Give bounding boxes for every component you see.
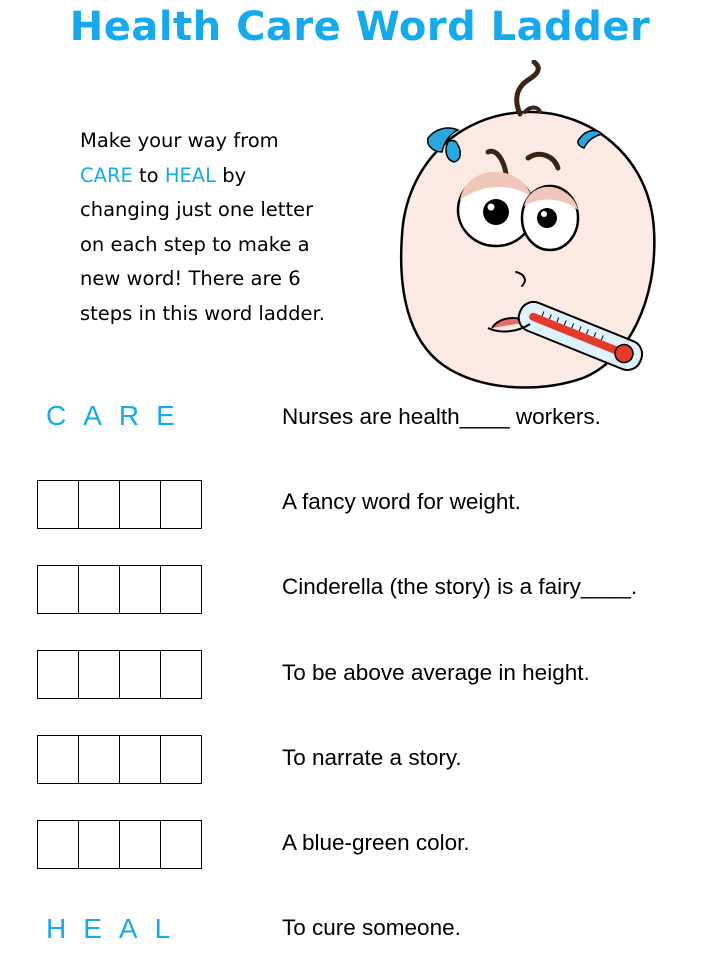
- instructions-line-1: Make your way from: [80, 129, 279, 152]
- clue-6: A blue-green color.: [282, 830, 470, 855]
- answer-row-5: [37, 820, 202, 869]
- letter-box[interactable]: [37, 820, 79, 869]
- instructions-line-3: changing just one letter: [80, 198, 314, 221]
- letter-box[interactable]: [119, 650, 161, 699]
- letter-box[interactable]: [78, 480, 120, 529]
- letter-box[interactable]: [119, 565, 161, 614]
- instructions-line-2: CARE to HEAL by: [80, 163, 247, 187]
- letter-box[interactable]: [119, 480, 161, 529]
- letter-box[interactable]: [119, 735, 161, 784]
- sick-face-icon: [388, 60, 664, 390]
- letter-box[interactable]: [160, 565, 202, 614]
- answer-row-4: [37, 735, 202, 784]
- letter-box[interactable]: [160, 820, 202, 869]
- answer-row-1: [37, 480, 202, 529]
- instructions: [80, 124, 380, 331]
- clue-4: To be above average in height.: [282, 660, 590, 685]
- letter-box[interactable]: [119, 820, 161, 869]
- clue-5: To narrate a story.: [282, 745, 462, 770]
- clue-7: To cure someone.: [282, 915, 461, 940]
- answer-row-2: [37, 565, 202, 614]
- instructions-line-6: steps in this word ladder.: [80, 301, 325, 325]
- letter-box[interactable]: [160, 480, 202, 529]
- letter-box[interactable]: [160, 650, 202, 699]
- worksheet-title: Health Care Word Ladder: [69, 4, 651, 50]
- end-word: HEAL: [46, 913, 188, 944]
- letter-box[interactable]: [78, 735, 120, 784]
- letter-box[interactable]: [78, 650, 120, 699]
- clue-1: Nurses are health____ workers.: [282, 404, 601, 429]
- instructions-start-word: CARE: [80, 163, 133, 187]
- instructions-line-4: on each step to make a: [80, 232, 310, 256]
- letter-box[interactable]: [37, 650, 79, 699]
- letter-box[interactable]: [78, 820, 120, 869]
- letter-box[interactable]: [37, 565, 79, 614]
- letter-box[interactable]: [37, 480, 79, 529]
- letter-box[interactable]: [37, 735, 79, 784]
- start-word: CARE: [46, 400, 192, 431]
- instructions-line-5: new word! There are 6: [80, 267, 301, 290]
- clue-2: A fancy word for weight.: [282, 489, 521, 514]
- clue-3: Cinderella (the story) is a fairy____.: [282, 574, 638, 599]
- letter-box[interactable]: [160, 735, 202, 784]
- answer-row-3: [37, 650, 202, 699]
- instructions-end-word: HEAL: [164, 163, 216, 187]
- letter-box[interactable]: [78, 565, 120, 614]
